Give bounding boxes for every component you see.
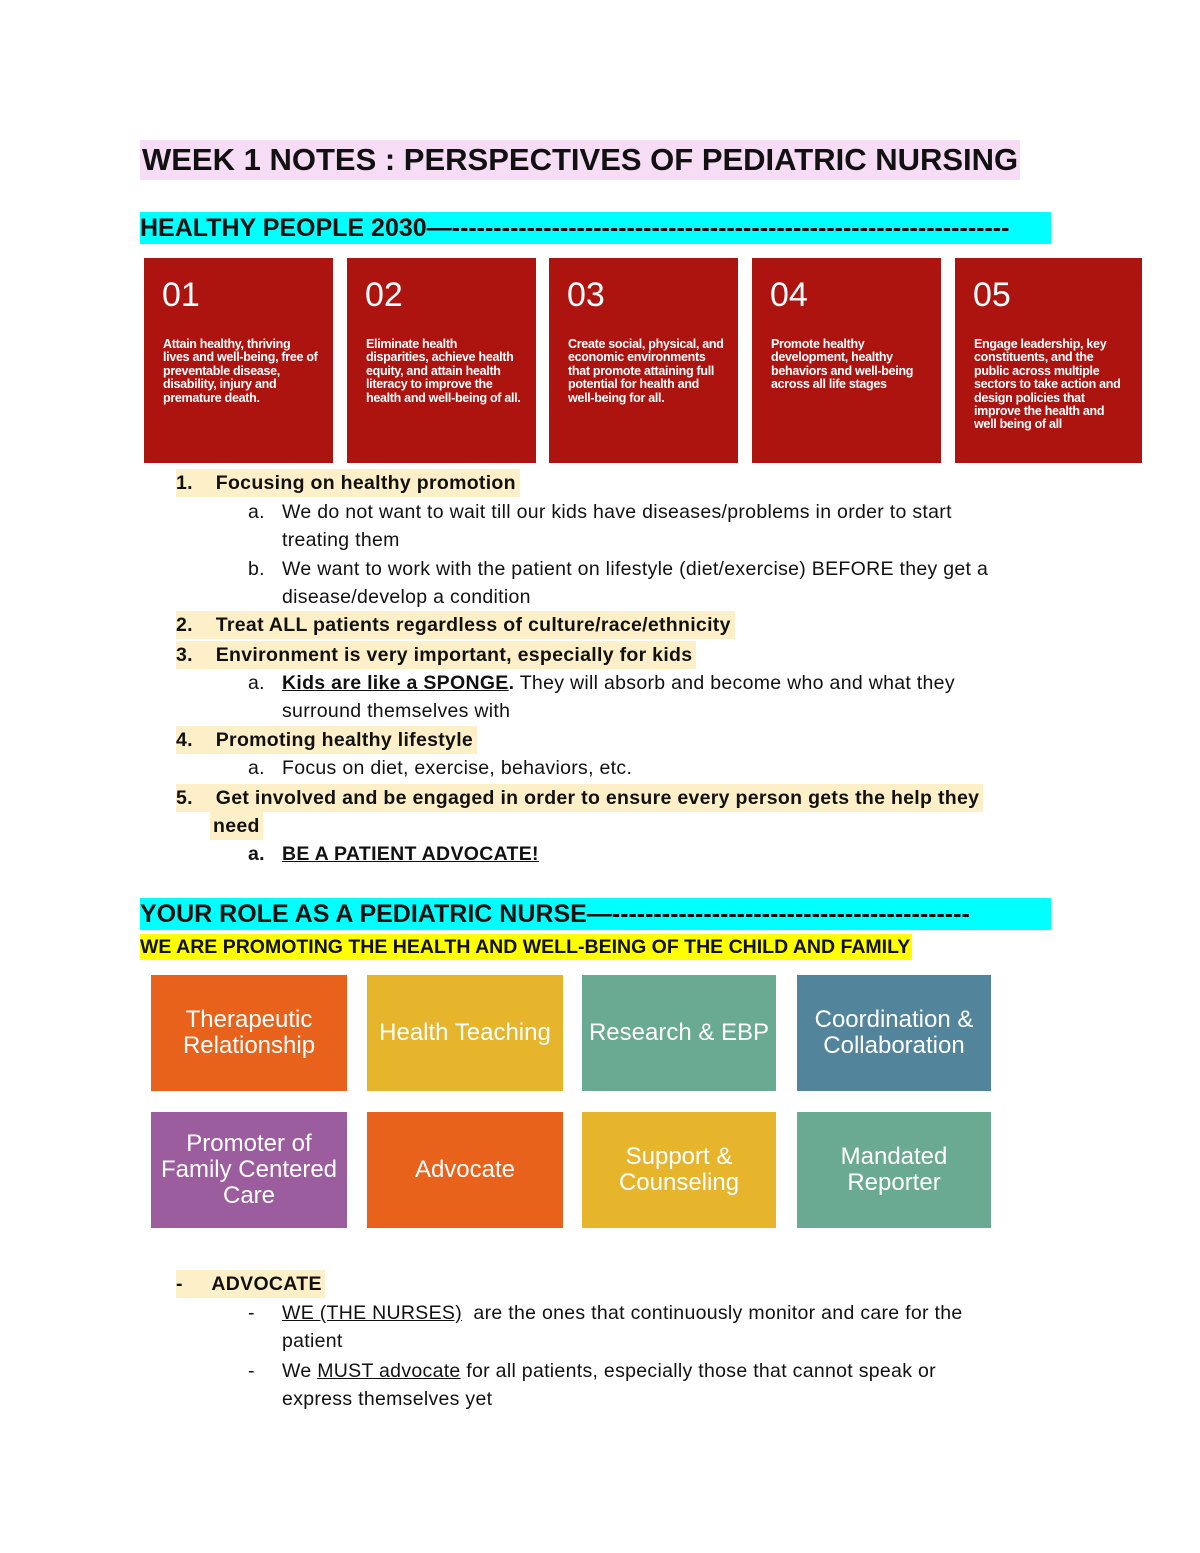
- list-text: disease/develop a condition: [282, 586, 531, 608]
- emphasis-text: WE (THE NURSES): [282, 1302, 462, 1324]
- list-text: Get involved and be engaged in order to ensure every person gets the help they: [215, 787, 980, 809]
- list-marker: b.: [248, 558, 265, 580]
- role-tile: Advocate: [367, 1112, 563, 1228]
- goal-number: 05: [973, 276, 1011, 314]
- list-text: Treat ALL patients regardless of culture/race/ethnicity: [215, 614, 731, 636]
- list-text: We do not want to wait till our kids have diseases/problems in order to start: [282, 501, 952, 523]
- goal-number: 03: [567, 276, 605, 314]
- role-tile: Therapeutic Relationship: [151, 975, 347, 1091]
- list-text: Focus on diet, exercise, behaviors, etc.: [282, 757, 633, 779]
- list-text: Environment is very important, especially for kids: [215, 644, 693, 666]
- goal-number: 01: [162, 276, 200, 314]
- goal-text: Create social, physical, and economic environments that promote attaining full potential for health and well-being for all.: [568, 337, 724, 405]
- list-item: [176, 784, 983, 812]
- list-text: patient: [282, 1330, 343, 1352]
- list-text: need: [210, 812, 263, 840]
- punctuation: .: [508, 672, 515, 694]
- section-heading-healthy-people: HEALTHY PEOPLE 2030—-------------------------------------------------------------------: [140, 212, 1051, 244]
- goal-card: [955, 258, 1142, 463]
- goal-text: Promote healthy development, healthy behaviors and well-being across all life stages: [771, 337, 914, 392]
- emphasis-text: Kids are like a SPONGE: [282, 672, 509, 694]
- list-marker: -: [248, 1360, 255, 1382]
- list-marker: -: [248, 1302, 255, 1324]
- list-text: Focusing on healthy promotion: [215, 472, 516, 494]
- list-text: [282, 1357, 936, 1385]
- goal-card: [549, 258, 738, 463]
- list-marker: a.: [248, 501, 265, 523]
- role-tile: Promoter of Family Centered Care: [151, 1112, 347, 1228]
- list-marker: a.: [248, 672, 265, 694]
- role-tile: Support & Counseling: [582, 1112, 776, 1228]
- list-text: express themselves yet: [282, 1388, 493, 1410]
- emphasis-text: BE A PATIENT ADVOCATE!: [282, 843, 539, 865]
- list-marker: 5.: [176, 787, 193, 809]
- list-marker: a.: [248, 757, 265, 779]
- role-tile: Mandated Reporter: [797, 1112, 991, 1228]
- role-tile: Research & EBP: [582, 975, 776, 1091]
- list-marker: 3.: [176, 644, 193, 666]
- section-subheading: WE ARE PROMOTING THE HEALTH AND WELL-BEING OF THE CHILD AND FAMILY: [140, 936, 911, 958]
- text: are the ones that continuously monitor and care for the: [462, 1302, 963, 1324]
- list-marker: a.: [248, 843, 265, 865]
- list-item: [176, 469, 520, 497]
- list-item: [176, 611, 735, 639]
- page-title: WEEK 1 NOTES : PERSPECTIVES OF PEDIATRIC NURSING: [140, 140, 1020, 180]
- list-item: [176, 641, 696, 669]
- goal-text: Engage leadership, key constituents, and the public across multiple sectors to take action and design policies that improve the health and well being of all: [974, 337, 1121, 432]
- goal-number: 02: [365, 276, 403, 314]
- goal-number: 04: [770, 276, 808, 314]
- goal-card: [752, 258, 941, 463]
- list-text: ADVOCATE: [211, 1273, 322, 1295]
- text: They will absorb and become who and what they: [514, 672, 955, 694]
- list-text: Promoting healthy lifestyle: [215, 729, 474, 751]
- list-item: [176, 726, 477, 754]
- list-marker: 2.: [176, 614, 193, 636]
- list-text: [282, 840, 539, 868]
- goal-text: Attain healthy, thriving lives and well-being, free of preventable disease, disability, injury and premature death.: [163, 337, 318, 405]
- goal-card: [347, 258, 536, 463]
- list-marker: -: [176, 1273, 183, 1295]
- goal-card: [144, 258, 333, 463]
- list-item: [176, 1270, 325, 1298]
- role-tile: Health Teaching: [367, 975, 563, 1091]
- list-text: [282, 669, 955, 697]
- list-marker: 4.: [176, 729, 193, 751]
- text: We: [282, 1360, 318, 1382]
- list-text: surround themselves with: [282, 700, 511, 722]
- goal-text: Eliminate health disparities, achieve health equity, and attain health literacy to improve the health and well-being of all.: [366, 337, 521, 405]
- list-text: We want to work with the patient on lifestyle (diet/exercise) BEFORE they get a: [282, 558, 989, 580]
- text: for all patients, especially those that cannot speak or: [460, 1360, 936, 1382]
- emphasis-text: MUST advocate: [317, 1360, 461, 1382]
- list-text: treating them: [282, 529, 400, 551]
- list-marker: 1.: [176, 472, 193, 494]
- section-heading-role: YOUR ROLE AS A PEDIATRIC NURSE—-------------------------------------------: [140, 898, 1051, 930]
- list-text: [282, 1299, 963, 1327]
- role-tile: Coordination & Collaboration: [797, 975, 991, 1091]
